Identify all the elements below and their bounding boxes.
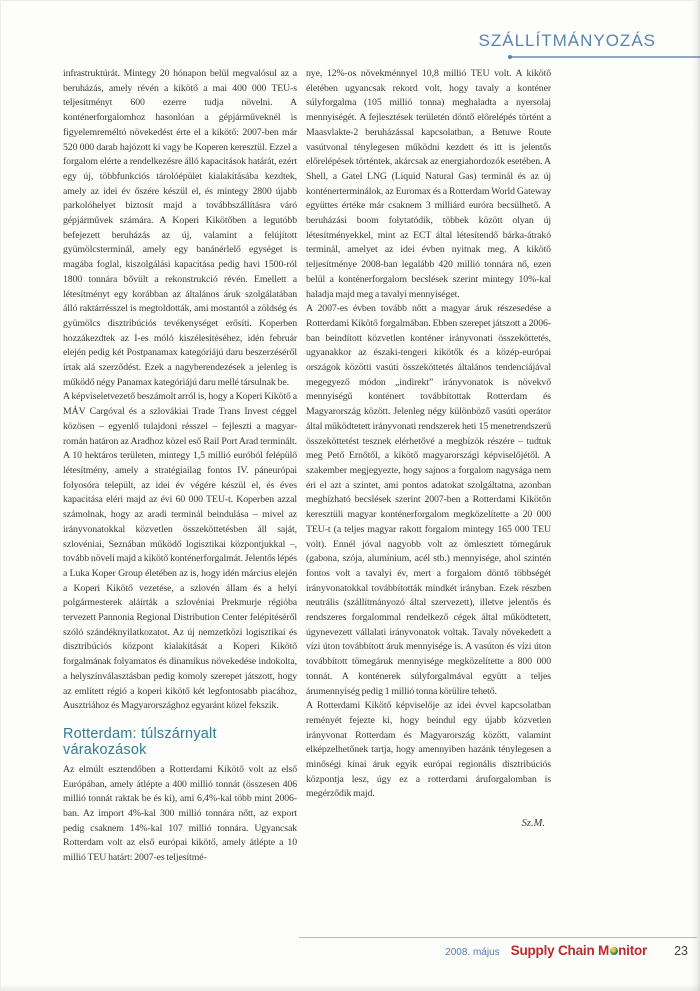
section-title: SZÁLLÍTMÁNYOZÁS xyxy=(478,31,656,50)
logo-text-post: nitor xyxy=(618,943,648,958)
body-paragraph: Az elmúlt esztendőben a Rotterdami Kikötő volt az első Európában, amely átlépte a 400 millió tonnát (összesen 406 millió tonnát raktak be és ki), ami 6,4%-kal több mint 2006-ban. Az import 4%-kal 300 millió tonnára nőtt, az export pedig csaknem 14%-kal 107 millió tonnára. Ugyancsak Rotterdam volt az első európai kikötő, amely átlépte a 10 millió TEU határt: 2007-es teljesítmé- xyxy=(63,763,297,864)
logo-text-pre: Supply Chain M xyxy=(510,943,610,958)
right-column xyxy=(306,67,551,866)
section-subheading: Rotterdam: túlszárnyalt várakozások xyxy=(63,725,217,758)
magazine-logo xyxy=(511,943,647,958)
author-signature: Sz.M. xyxy=(521,818,545,830)
left-column xyxy=(63,67,297,866)
body-paragraph: A Rotterdami Kikötő képviselője az idei évvel kapcsolatban reményét fejezte ki, hogy beindul egy újabb közvetlen irányvonat Rotterdam és Magyarország között, valamint elképzelhetőnek tartja, hogy amennyiben hazánk ténylegesen a minőségi kínai áruk egyik európai regionális disztribúciós központja lesz, úgy ez a rotterdami áruforgalomban is megérződik majd. xyxy=(306,700,551,800)
body-paragraph: A 2007-es évben tovább nőtt a magyar áruk részesedése a Rotterdami Kikötő forgalmában. Ebben szerepet játszott a 2006-ban beindított közvetlen konténer irányvonati összeköttetés, ugyanakkor az északi-tengeri kikötők és a közép-európai országok közötti vasúti összeköttetés általános tendenciájával megegyező módon „indirekt” irányvonatok is növekvő mennyiségű konténert továbbítottak Rotterdam és Magyarország között. Jelenleg négy különböző vasúti operátor által működtetett irányvonati rendszerek heti 15 menetrendszerű összeköttetést tesznek elérhetővé a megbízók részére – tudtuk meg Pető Ernőtől, a kikötő magyarországi képviselőjétől. A szakember megjegyezte, hogy sajnos a forgalom nagysága nem éri el azt a szintet, ami pontos adatokat szolgáltatna, azonban megbízható becslések szerint 2007-ben a Rotterdami Kikötőn keresztüli magyar konténerforgalom megközelítette a 20 000 TEU-t (a teljes magyar rakott forgalom mintegy 165 000 TEU volt). Ennél jóval nagyobb volt az ömlesztett tömegáruk (gabona, szója, alumínium, acél stb.) mennyisége, ahol szintén fontos volt a tavalyi év, mert a forgalom döntő többségét irányvonatokkal továbbították mindkét irányban. Ezek részben neutrális (szállítmányozó által szervezett), illetve jelentős és rendszeres forgalommal rendelkező cégek által működtetett, úgynevezett vállalati irányvonatok voltak. Tavaly növekedett a vízi úton továbbított áruk mennyisége is. A vasúton és vízi úton továbbított tömegáruk mennyisége megközelítette a 800 000 tonnát. A konténerek súlyforgalmával együtt a teljes árumennyiség pedig 1 millió tonna körülire tehető. xyxy=(306,303,551,697)
page-number: 23 xyxy=(674,944,688,958)
body-paragraph: infrastruktúrát. Mintegy 20 hónapon belül megvalósul az a beruházás, amely révén a kikötő a mai 400 000 TEU-s teljesítményt 600 ezerre tudja növelni. A konténerforgalomhoz hasonlóan a gépjárműveknél is figyelemreméltó növekedést érte el a kikötő: 2007-ben már 520 000 darab hajózott ki vagy be Koperen keresztül. Ezzel a forgalom elérte a rendelkezésre álló kapacitások határát, ezért egy új, többfunkciós tárolóépület kialakításába kezdtek, amely az idei év őszére készül el, és mintegy 2800 újabb parkolóhelyet biztosít majd a továbbszállításra váró gépjárművek számára. A Koperi Kikötőben a legutóbb befejezett beruházás az új, valamint a felújított gyümölcsterminál, amely egy banánérlelő egységet is magába foglal, kiszolgálási kapacitása pedig havi 1500-ról 1800 tonnára bővült a rekonstrukció révén. Emellett a létesítményt egy korábban az általános áruk szolgálatában álló raktárrésszel is megtoldották, ami mostantól a zöldség és gyümölcs disztribúciós tevékenységet erősíti. Koperben hozzákezdtek az I-es móló kiszélesítéséhez, idén február elején pedig két Postpanamax kategóriájú daru beszerzéséről írtak alá szerződést. Ezek a nagyberendezések a jelenleg is működő négy Panamax kategóriájú daru mellé társulnak be. xyxy=(63,68,297,388)
body-paragraph: nye, 12%-os növekménnyel 10,8 millió TEU volt. A kikötő életében ugyancsak rekord volt, hogy tavaly a konténer súlyforgalma (105 millió tonna) meghaladta a nyersolaj mennyiségét. A fejlesztések területén döntő előrelépés történt a Maasvlakte-2 beruházással kapcsolatban, a Betuwe Route vasútvonal ténylegesen működni kezdett és itt is jelentős előrelépések történtek, akárcsak az energiahordozók esetében. A Shell, a Gatel LNG (Liquid Natural Gas) terminál és az új konténerterminálok, az Euromax és a Rotterdam World Gateway együttes értéke már csaknem 3 milliárd euróra becsülhető. A beruházási boom folytatódik, többek között olyan új létesítményekkel, mint az ECT által létesítendő bárka-átrakó terminál, amelyet az idei évben nyitnak meg. A kikötő teljesítménye 2008-ban legalább 420 millió tonnára nő, ezen belül a konténerforgalom becslések szerint mintegy 10%-kal haladja majd meg a tavalyi mennyiséget. xyxy=(306,68,551,300)
article-body xyxy=(63,67,551,866)
scan-edge-shadow-right xyxy=(692,1,700,991)
header-rule xyxy=(509,56,700,58)
page-footer xyxy=(445,943,688,958)
globe-icon xyxy=(610,947,618,955)
rule-dot-icon xyxy=(508,55,512,59)
body-paragraph: A képviseletvezető beszámolt arról is, hogy a Koperi Kikötő a MÁV Cargóval és a szlovákiai Trade Trans Invest céggel közösen – egyenlő tulajdoni résszel – fejleszti a magyar-román határon az Aradhoz közel eső Rail Port Arad terminált. A 10 hektáros területen, mintegy 1,5 millió euróból felépülő létesítmény, amely a stratégiailag fontos IV. páneurópai folyosóra települt, az idei év végére készül el, és éves kapacitása eléri majd az évi 60 000 TEU-t. Koperben azzal számolnak, hogy az aradi terminál beindulása – mivel az irányvonatokkal közvetlen összeköttetésben áll saját, szlovéniai, Seznában működő logisztikai központjukkal –, tovább növeli majd a kikötő konténerforgalmát. Jelentős lépés a Luka Koper Group életében az is, hogy idén március elején a Koperi Kikötő vezetése, a szlovén állam és a helyi polgármesterek aláírták a szlovéniai Prekmurje régióba tervezett Pannonia Regional Distribution Center felépítéséről szóló szándéknyilatkozatot. Az új nemzetközi logisztikai és disztribúciós központ kialakítását a Koperi Kikötő forgalmának folyamatos és dinamikus növekedése indokolta, a helyszínválasztásban pedig komoly szerepet játszott, hogy az említett régió a koperi kikötő két legfontosabb piacához, Ausztriához és Magyarországhoz egyaránt közel fekszik. xyxy=(63,391,297,712)
footer-rule xyxy=(299,937,697,938)
issue-date: 2008. május xyxy=(445,947,500,958)
